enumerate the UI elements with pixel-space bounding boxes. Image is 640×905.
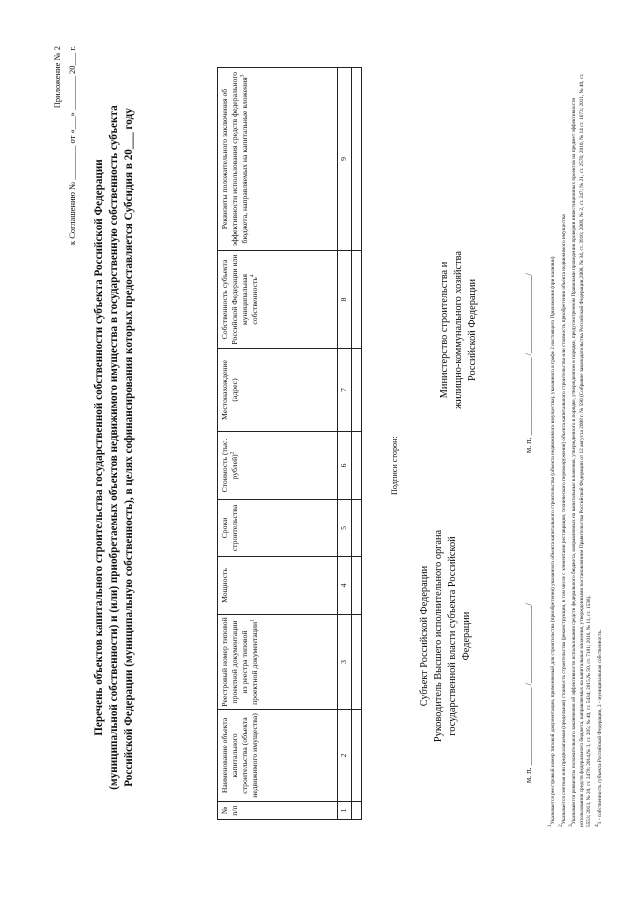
column-number: 7	[338, 349, 352, 432]
table-cell	[352, 500, 362, 557]
column-number: 2	[338, 710, 352, 802]
right-signature-line: м. п. ___________________ /___________________/	[524, 273, 533, 453]
footnote: $^3$Указываются реквизиты положительного заключения об эффективности использования средств федерального бюджета, направляемых на капитальные вложения, утвержденного в порядке, утвержденном в порядке, предусмотренном Правилами проведения проверки инвестиционных проектов на предмет эффективности использования средств федерального бюджета, направляемых на капитальные вложения, утвержденными постановлением Правительства Российской Федерации от 12 августа 2008 г. № 590 (Собрание законодательства Российской Федерации,2008, № 34, ст. 3916; 2009, № 2, ст. 247; № 21, ст. 2576; 2010, № 14 ст. 1673; 2011, № 40, ст. 5553; 2013, № 20, ст. 2478; 2014,№ 3, ст. 285; № 40, ст. 5434; 2015,№ 50, ст. 7181; 2016, № 11, ст. 1538).	[568, 73, 592, 827]
signatory-line: Субъект Российской Федерации	[419, 565, 430, 707]
signatures-heading: Подписи сторон:	[390, 436, 399, 495]
signatory-line: Федерации	[461, 611, 472, 661]
column-header: Реестровый номер типовой проектной документации из реестра типовой проектной документации$^1$	[218, 615, 338, 710]
table-cell	[352, 710, 362, 802]
table-cell	[352, 557, 362, 615]
column-number: 6	[338, 432, 352, 500]
column-header: № п/п	[218, 802, 338, 820]
table-cell	[352, 349, 362, 432]
footnote-ref: 2	[229, 451, 236, 455]
footnote-ref: 4	[249, 274, 256, 278]
left-signature-line: м. п. ___________________ /___________________/	[524, 603, 533, 783]
table-cell	[352, 615, 362, 710]
footnote: $^2$Указывается сметная или предполагаемая (предельная) стоимость строительства (реконструкции, в том числе с элементами реставрации, технического перевооружения) объекта капитального строительства или стоимость приобретения объекта недвижимого имущества	[557, 214, 567, 827]
table-row	[352, 68, 362, 820]
title-line: Перечень объектов капитального строительства государственной собственности субъекта Российской Федерации	[93, 159, 105, 736]
agreement-reference: к Соглашению № ________ от «___» ________ 20___ г.	[67, 46, 77, 245]
table-cell	[352, 251, 362, 349]
footnotes	[547, 67, 607, 827]
column-header: Сроки строительства	[218, 500, 338, 557]
column-number: 8	[338, 251, 352, 349]
signatory-line: жилищно-коммунального хозяйства	[453, 251, 464, 409]
signatory-line: Российской Федерации	[467, 279, 478, 381]
footnote-ref: 3	[239, 74, 246, 78]
column-header: Собственность субъекта Российской Федерации или муниципальная собственность$^4$	[218, 251, 338, 349]
document-title	[92, 45, 137, 850]
column-number: 3	[338, 615, 352, 710]
footnote: $^1$Указывается реестровый номер типовой документации, применяемый для строительства (приобретения) указанного объекта капитального строительства (объекта недвижимого имущества), указанного в графе 2 настоящего Приложения (при наличии)	[547, 256, 556, 827]
title-line: Российской Федерации (муниципальную собственность), в целях софинансирования которых предоставляется Субсидия в 20___ году	[123, 108, 135, 787]
annex-header	[50, 46, 80, 346]
annex-number: Приложение № 2	[52, 46, 62, 109]
region-signatory	[418, 512, 474, 760]
column-number: 5	[338, 500, 352, 557]
table-header-row	[218, 68, 338, 820]
signatory-line: государственной власти субъекта Российской	[447, 536, 458, 736]
column-header: Стоимость (тыс. рублей)$^2$	[218, 432, 338, 500]
footnote-ref: 1	[249, 619, 256, 622]
footnote: $^4$1 - собственность субъекта Российской Федерации, 2 - муниципальная собственность.	[593, 629, 603, 827]
objects-table	[217, 67, 362, 820]
column-header: Реквизиты положительного заключения об эффективности использования средств федерального бюджета, направляемых на капитальные вложения$^3$	[218, 68, 338, 251]
column-number: 1	[338, 802, 352, 820]
column-number: 4	[338, 557, 352, 615]
ministry-signatory	[438, 215, 480, 445]
table-cell	[352, 68, 362, 251]
signatory-line: Министерство строительства и	[439, 261, 450, 399]
column-header: Мощность	[218, 557, 338, 615]
column-number: 9	[338, 68, 352, 251]
column-header: Наименование объекта капитального строительства (объекта недвижимого имущества)	[218, 710, 338, 802]
signatory-line: Руководитель Высшего исполнительного органа	[433, 529, 444, 743]
column-header: Местонахождение (адрес)	[218, 349, 338, 432]
title-line: (муниципальной собственности) и (или) приобретаемых объектов недвижимого имущества в государственную собственность субъекта	[108, 105, 120, 790]
table-cell	[352, 802, 362, 820]
column-number-row	[338, 68, 352, 820]
table-cell	[352, 432, 362, 500]
